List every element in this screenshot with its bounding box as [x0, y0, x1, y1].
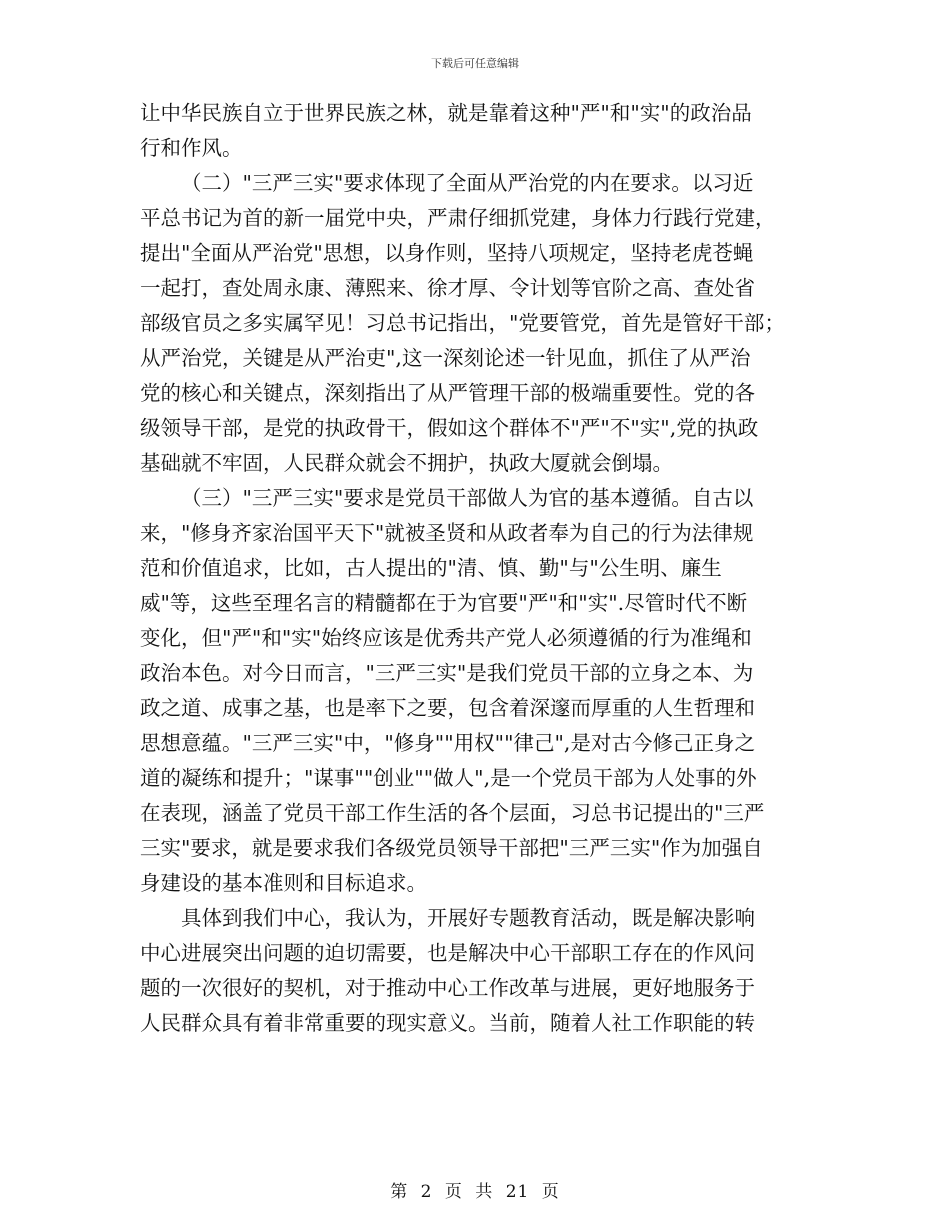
paragraph-2 — [140, 166, 815, 481]
text-line: 平总书记为首的新一届党中央，严肃仔细抓党建，身体力行践行党建， — [140, 206, 776, 230]
paragraph-1 — [140, 96, 815, 166]
text-line: 从严治党，关键是从严治吏",这一深刻论述一针见血，抓住了从严治 — [140, 346, 751, 370]
text-line: 思想意蕴。"三严三实"中，"修身""用权""律己",是对古今修己正身之 — [140, 731, 755, 755]
text-line: 部级官员之多实属罕见！习总书记指出，"党要管党，首先是管好干部； — [140, 311, 785, 335]
text-line: 级领导干部，是党的执政骨干，假如这个群体不"严"不"实",党的执政 — [140, 416, 759, 440]
text-line: 来，"修身齐家治国平天下"就被圣贤和从政者奉为自己的行为法律规 — [140, 521, 754, 545]
text-line: 提出"全面从严治党"思想，以身作则，坚持八项规定，坚持老虎苍蝇 — [140, 241, 754, 265]
document-body — [140, 96, 815, 1041]
text-line: 题的一次很好的契机，对于推动中心工作改革与进展，更好地服务于 — [140, 976, 755, 1000]
text-line: 政之道、成事之基，也是率下之要，包含着深邃而厚重的人生哲理和 — [140, 696, 755, 720]
text-line: 中心进展突出问题的迫切需要，也是解决中心干部职工存在的作风问 — [140, 941, 755, 965]
text-line: 三实"要求，就是要求我们各级党员领导干部把"三严三实"作为加强自 — [140, 836, 763, 860]
text-line: （二）"三严三实"要求体现了全面从严治党的内在要求。以习近 — [181, 171, 754, 195]
text-line: （三）"三严三实"要求是党员干部做人为官的基本遵循。自古以 — [181, 486, 754, 510]
page-header: 下载后可任意编辑 — [431, 57, 519, 70]
text-line: 身建设的基本准则和目标追求。 — [140, 871, 427, 895]
text-line: 变化，但"严"和"实"始终应该是优秀共产党人必须遵循的行为准绳和 — [140, 626, 752, 650]
text-line: 行和作风。 — [140, 136, 243, 160]
text-line: 范和价值追求，比如，古人提出的"清、慎、勤"与"公生明、廉生 — [140, 556, 722, 580]
text-line: 党的核心和关键点，深刻指出了从严管理干部的极端重要性。党的各 — [140, 381, 755, 405]
text-line: 让中华民族自立于世界民族之林，就是靠着这种"严"和"实"的政治品 — [140, 101, 752, 125]
text-line: 政治本色。对今日而言，"三严三实"是我们党员干部的立身之本、为 — [140, 661, 754, 685]
text-line: 一起打，查处周永康、薄熙来、徐才厚、令计划等官阶之高、查处省 — [140, 276, 755, 300]
text-line: 在表现，涵盖了党员干部工作生活的各个层面，习总书记提出的"三严 — [140, 801, 765, 825]
page-number-footer: 第 2 页 共 21 页 — [390, 1182, 560, 1202]
text-line: 道的凝练和提升；"谋事""创业""做人",是一个党员干部为人处事的外 — [140, 766, 757, 790]
text-line: 具体到我们中心，我认为，开展好专题教育活动，既是解决影响 — [181, 906, 755, 930]
text-line: 人民群众具有着非常重要的现实意义。当前，随着人社工作职能的转 — [140, 1011, 755, 1035]
text-line: 基础就不牢固，人民群众就会不拥护，执政大厦就会倒塌。 — [140, 451, 673, 475]
paragraph-3 — [140, 481, 815, 901]
text-line: 威"等，这些至理名言的精髓都在于为官要"严"和"实".尽管时代不断 — [140, 591, 748, 615]
paragraph-4 — [140, 901, 815, 1041]
